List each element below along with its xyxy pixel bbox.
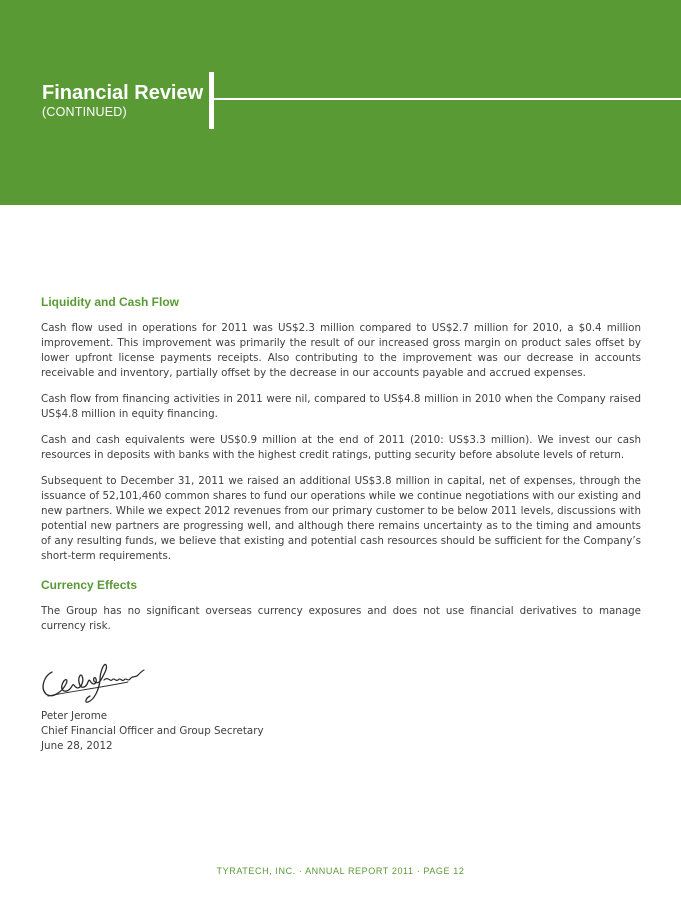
paragraph: Subsequent to December 31, 2011 we raised an additional US$3.8 million in capital, net of expenses, through the issuance of 52,101,460 common shares to fund our operations while we continue negotiations with our existing and new partners. While we expect 2012 revenues from our primary customer to be below 2011 levels, discussions with potential new partners are progressing well, and although there remains uncertainty as to the timing and amounts of any resulting funds, we believe that existing and potential cash resources should be sufficient for the Company’s short-term requirements. <box>41 475 641 562</box>
paragraph: The Group has no significant overseas currency exposures and does not use financial derivatives to manage currency risk. <box>41 605 641 632</box>
page-subtitle: (CONTINUED) <box>42 105 127 119</box>
paragraph: Cash flow from financing activities in 2011 were nil, compared to US$4.8 million in 2010 when the Company raised US$4.8 million in equity financing. <box>41 393 641 420</box>
section-heading-currency: Currency Effects <box>41 578 138 592</box>
paragraph: Cash flow used in operations for 2011 was US$2.3 million compared to US$2.7 million for 2010, a $0.4 million improvement. This improvement was primarily the result of our increased gross margin on product sales offset by lower upfront license payments receipts. Also contributing to the improvement was our decrease in accounts receivable and inventory, partially offset by the decrease in our accounts payable and accrued expenses. <box>41 322 641 379</box>
paragraph: Cash and cash equivalents were US$0.9 million at the end of 2011 (2010: US$3.3 million). We invest our cash resources in deposits with banks with the highest credit ratings, putting security before absolute levels of return. <box>41 434 641 461</box>
page-title: Financial Review <box>42 82 204 104</box>
main-content <box>41 294 641 645</box>
signature-image <box>38 658 146 704</box>
signer-block <box>41 709 264 754</box>
page-footer: TYRATECH, INC. · ANNUAL REPORT 2011 · PAGE 12 <box>216 866 465 876</box>
header-banner <box>0 0 681 205</box>
signer-name: Peter Jerome <box>41 710 108 722</box>
signature-date: June 28, 2012 <box>41 740 113 752</box>
signer-role: Chief Financial Officer and Group Secretary <box>41 725 264 737</box>
title-rule-horizontal <box>214 98 681 100</box>
title-block <box>42 81 203 119</box>
section-heading-liquidity: Liquidity and Cash Flow <box>41 295 179 309</box>
title-divider-vertical <box>209 72 214 129</box>
